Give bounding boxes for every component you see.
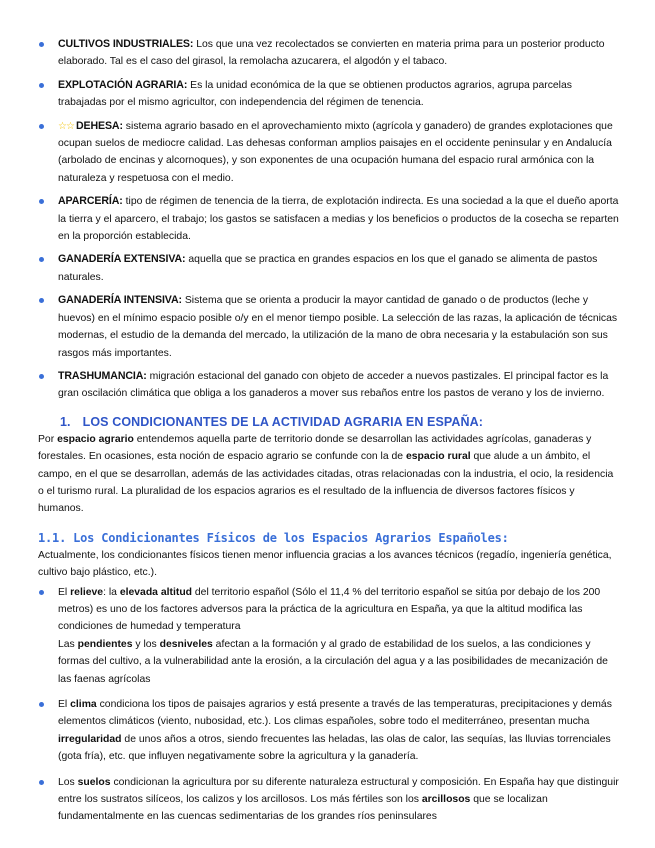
- section-number: 1.: [60, 414, 71, 429]
- glossary-item: [38, 77, 621, 112]
- bold-term: suelos: [77, 776, 111, 788]
- factor-suelos: [38, 774, 621, 826]
- glossary-text: Sistema que se orienta a producir la mayor cantidad de ganado o de productos (leche y huevos) en el mínimo espacio posible o/y en el menor tiempo posible. La selección de las razas, la aplicación de técnicas modernas, el estudio de la demanda del mercado, la utilización de la mano de obra necesaria y la estabulación son sus rasgos más importantes.: [58, 295, 618, 359]
- text-run: Por: [38, 433, 58, 445]
- text-run: condicionan la agricultura por su diferente naturaleza estructural y composición. En España hay que distinguir entre los sustratos silíceos, los calizos y los arcillosos. Los más fértiles son los: [58, 776, 619, 806]
- glossary-item: [38, 118, 621, 188]
- glossary-term: CULTIVOS INDUSTRIALES:: [58, 38, 194, 50]
- section-heading: [60, 413, 621, 431]
- glossary-term: GANADERÍA INTENSIVA:: [58, 294, 182, 307]
- bold-term: espacio rural: [405, 451, 471, 463]
- text-run: del territorio español (Sólo el 11,4 % del territorio español se sitúa por debajo de los 200 metros) es uno de los factores adversos para la práctica de la agricultura en España, ya que la altitud modifica las condiciones de humedad y temperatura: [58, 586, 601, 633]
- bold-term: clima: [70, 699, 97, 710]
- bold-term: pendientes: [77, 638, 133, 650]
- glossary-item: [38, 251, 621, 286]
- glossary-term: GANADERÍA EXTENSIVA:: [58, 253, 186, 266]
- text-run: condiciona los tipos de paisajes agrarios y está presente a través de las temperaturas, precipitaciones y demás elementos climáticos (viento, nubosidad, etc.). Los climas españoles, sobre todo el mediterráneo, presentan mucha: [58, 699, 612, 728]
- bold-term: relieve: [70, 586, 104, 598]
- text-run: Los: [58, 776, 78, 788]
- text-run: que alude a un ámbito, el campo, en el que se desarrollan, además de las actividades citadas, otras relacionadas con la industria, el ocio, la residencia o el turismo rural. La pluralidad de los espacios agrarios es el resultado de la influencia de diversos factores físicos y humanos.: [38, 451, 614, 515]
- bold-term: arcillosos: [421, 794, 471, 806]
- glossary-text: tipo de régimen de tenencia de la tierra, de explotación indirecta. Es una sociedad a la que el dueño aporta la tierra y el aparcero, el trabajo; los gastos se satisfacen a medias y los beneficios o productos de la cosecha se reparten en la proporción establecida.: [58, 196, 619, 243]
- bold-term: irregularidad: [58, 733, 122, 745]
- glossary-list: [38, 36, 621, 403]
- text-run: afectan a la formación y al grado de estabilidad de los suelos, a las condiciones y formas del cultivo, a la vulnerabilidad ante la erosión, a la circulación del agua y a las posibilidades de mecanización de las faenas agrícolas: [58, 638, 608, 685]
- text-run: El: [58, 699, 71, 710]
- glossary-item: [38, 36, 621, 71]
- text-run: : la: [103, 586, 120, 598]
- glossary-term: TRASHUMANCIA:: [58, 369, 147, 382]
- glossary-text: migración estacional del ganado con objeto de acceder a nuevos pastizales. El principal factor es la gran oscilación climática que obliga a los ganaderos a mover sus rebaños entre los pastos de verano y los de invierno.: [58, 370, 609, 400]
- glossary-text: sistema agrario basado en el aprovechamiento mixto (agrícola y ganadero) de grandes explotaciones que ocupan suelos de mediocre calidad. Las dehesas conforman amplios paisajes en el occidente peninsular y en Andalucía (arbolado de encinas y alcornoques), y son exponentes de una ocupación humana del espacio rural armónica con la naturaleza y respetuosa con el medio.: [58, 120, 613, 184]
- bold-term: desniveles: [159, 638, 213, 650]
- text-run: El: [58, 586, 71, 598]
- glossary-text: Los que una vez recolectados se convierten en materia prima para un posterior producto elaborado. Tal es el caso del girasol, la remolacha azucarera, el algodón y el tabaco.: [58, 39, 605, 68]
- section-title: LOS CONDICIONANTES DE LA ACTIVIDAD AGRARIA EN ESPAÑA:: [82, 414, 484, 429]
- bold-term: elevada altitud: [119, 586, 193, 598]
- glossary-item: [38, 193, 621, 245]
- factor-clima: [38, 696, 621, 766]
- glossary-term: DEHESA:: [75, 119, 123, 132]
- glossary-item: [38, 368, 621, 403]
- star-icon: ☆☆: [58, 120, 74, 132]
- bold-term: espacio agrario: [57, 433, 134, 445]
- subsection-heading: 1.1. Los Condicionantes Físicos de los Espacios Agrarios Españoles:: [38, 530, 509, 545]
- text-run: entendemos aquella parte de territorio donde se desarrollan las actividades agrícolas, ganaderas y forestales. En ocasiones, esta noción de espacio agrario se confunde con la de: [38, 433, 592, 463]
- glossary-term: APARCERÍA:: [58, 195, 123, 208]
- text-run: Las: [58, 638, 78, 650]
- factor-relieve: [38, 584, 621, 688]
- section-paragraph: [38, 431, 621, 518]
- subsection-intro: Actualmente, los condicionantes físicos tienen menor influencia gracias a los avances técnicos (regadío, ingeniería genética, cultivo bajo plástico, etc.).: [38, 549, 612, 579]
- text-run: de unos años a otros, siendo frecuentes las heladas, las olas de calor, las sequías, las lluvias torrenciales (gota fría), etc. que influyen negativamente sobre la agricultura y la ganadería.: [58, 733, 611, 763]
- text-run: y los: [132, 638, 160, 650]
- glossary-term: EXPLOTACIÓN AGRARIA:: [58, 78, 188, 91]
- glossary-text: Es la unidad económica de la que se obtienen productos agrarios, agrupa parcelas trabajadas por el mismo agricultor, con independencia del régimen de tenencia.: [58, 79, 572, 109]
- glossary-item: [38, 292, 621, 362]
- text-run: que se localizan fundamentalmente en las cuencas sedimentarias de los grandes ríos peninsulares: [58, 794, 548, 823]
- glossary-text: aquella que se practica en grandes espacios en los que el ganado se alimenta de pastos naturales.: [58, 254, 598, 283]
- factors-list: [38, 584, 621, 826]
